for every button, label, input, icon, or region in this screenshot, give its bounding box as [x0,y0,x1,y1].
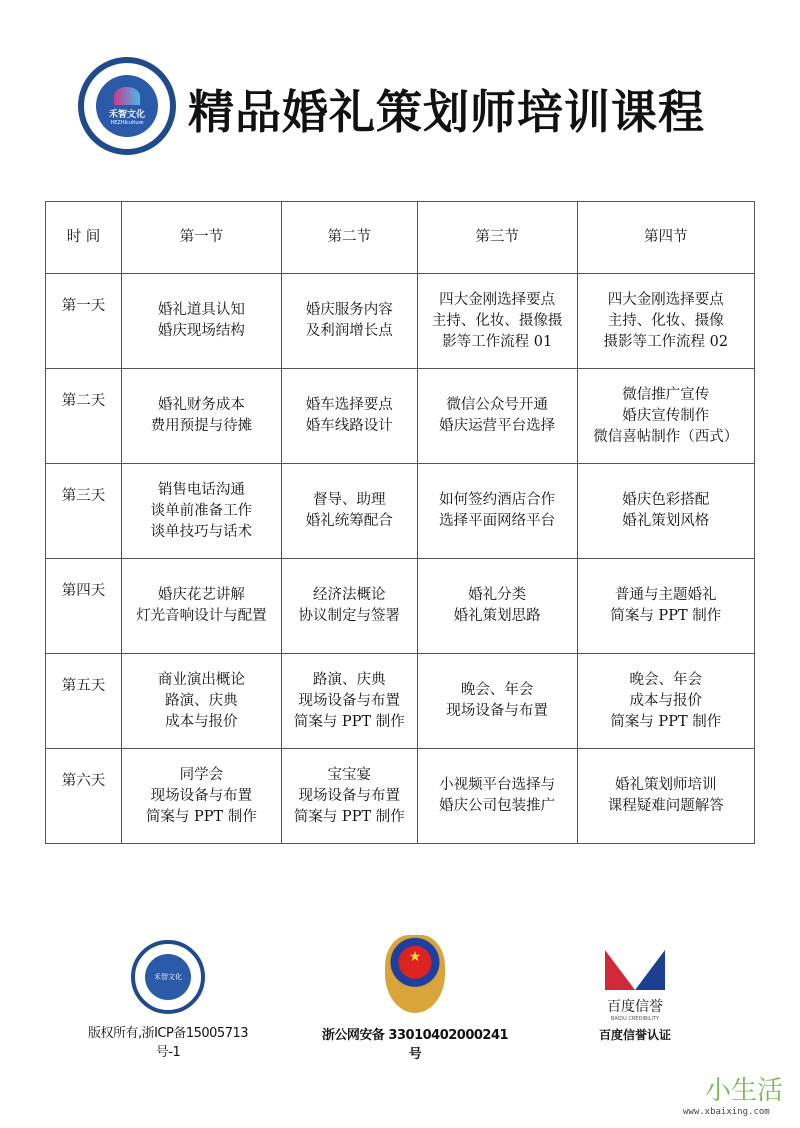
session-cell [281,464,417,559]
session-cell [281,274,417,369]
session-line: 微信推广宣传 [622,386,710,403]
footer-copyright: 禾智文化 版权所有,浙ICP备15005713号-1 [78,940,258,1060]
session-cell [122,749,282,844]
session-cell [577,749,754,844]
session-line: 谈单技巧与话术 [150,523,253,540]
session-line: 成本与报价 [629,692,703,709]
page-title: 精品婚礼策划师培训课程 [188,85,705,139]
session-cell [417,654,577,749]
session-line: 晚会、年会 [629,671,703,688]
session-line: 婚礼策划师培训 [615,777,717,793]
watermark: 小生活 www.xbaixing.com [683,1076,784,1117]
session-line: 婚礼统筹配合 [305,513,393,529]
session-cell [122,464,282,559]
session-line: 现场设备与布置 [150,787,253,804]
baidu-v-logo-icon [605,950,665,990]
table-row [46,274,755,369]
day-cell: 第六天 [46,749,122,844]
day-cell: 第二天 [46,369,122,464]
column-header: 第一节 [122,202,282,274]
session-cell [281,559,417,654]
session-cell [577,369,754,464]
session-cell [122,274,282,369]
session-line: 婚庆公司包装推广 [439,798,556,814]
session-line: 微信喜帖制作（西式） [593,428,739,445]
session-line: 婚庆花艺讲解 [157,587,245,603]
company-logo-small: 禾智文化 [131,940,205,1014]
session-line: 同学会 [179,766,224,783]
session-line: 摄影等工作流程 02 [603,333,729,350]
session-cell [281,369,417,464]
session-line: 成本与报价 [165,713,238,730]
session-line: 婚庆运营平台选择 [439,418,556,434]
session-line: 路演、庆典 [313,671,386,688]
session-line: 婚庆现场结构 [157,323,245,339]
session-line: 路演、庆典 [165,692,238,709]
session-line: 如何签约酒店合作 [439,492,556,508]
session-line: 现场设备与布置 [298,692,401,709]
session-line: 费用预提与待摊 [150,418,253,434]
session-line: 简案与 PPT 制作 [293,713,405,730]
session-cell [577,274,754,369]
footer-baidu: 百度信誉 BAIDU CREDIBILITY 百度信誉认证 [590,950,680,1043]
session-line: 婚礼策划风格 [622,513,710,529]
session-line: 现场设备与布置 [298,787,401,804]
session-line: 婚庆色彩搭配 [622,492,710,508]
session-cell [281,749,417,844]
day-cell: 第五天 [46,654,122,749]
session-line: 婚庆服务内容 [305,302,393,318]
session-line: 销售电话沟通 [157,481,245,498]
session-line: 主持、化妆、摄像 [607,312,724,329]
session-line: 经济法概论 [313,587,386,603]
session-line: 婚车选择要点 [305,397,393,413]
footer-police: ★ 浙公网安备 33010402000241号 [320,935,510,1062]
session-cell [577,654,754,749]
session-cell [577,464,754,559]
day-cell: 第四天 [46,559,122,654]
table-row [46,369,755,464]
session-line: 简案与 PPT 制作 [610,713,722,730]
session-line: 微信公众号开通 [446,397,548,413]
company-logo: 禾智文化 HEZHIculture [78,57,176,155]
column-header: 第四节 [577,202,754,274]
session-line: 婚庆宣传制作 [622,407,710,424]
session-line: 婚礼策划思路 [453,608,541,624]
session-line: 及利润增长点 [305,323,393,339]
session-line: 选择平面网络平台 [439,513,556,529]
column-header: 第二节 [281,202,417,274]
header-row [46,202,755,274]
session-line: 宝宝宴 [327,766,372,783]
session-cell [417,274,577,369]
day-cell: 第一天 [46,274,122,369]
session-line: 婚礼分类 [468,587,527,603]
day-cell: 第三天 [46,464,122,559]
session-line: 现场设备与布置 [446,703,548,719]
session-line: 协议制定与签署 [298,608,401,624]
session-line: 普通与主题婚礼 [615,587,717,603]
table-row [46,464,755,559]
session-cell [122,654,282,749]
police-badge-icon: ★ [385,935,445,1013]
session-line: 谈单前准备工作 [150,502,253,519]
session-cell [122,369,282,464]
table-row [46,749,755,844]
column-header: 第三节 [417,202,577,274]
session-line: 主持、化妆、摄像摄 [431,312,563,329]
table-row [46,559,755,654]
session-line: 婚车线路设计 [305,418,393,434]
session-line: 督导、助理 [313,492,386,508]
session-cell [122,559,282,654]
session-line: 简案与 PPT 制作 [610,608,722,624]
session-line: 灯光音响设计与配置 [136,608,267,624]
session-line: 四大金刚选择要点 [439,291,556,308]
session-cell [577,559,754,654]
session-line: 影等工作流程 01 [442,333,553,350]
session-line: 简案与 PPT 制作 [145,808,257,825]
session-cell [417,749,577,844]
session-cell [417,559,577,654]
session-line: 婚礼财务成本 [157,397,245,413]
session-line: 商业演出概论 [157,671,245,688]
session-line: 四大金刚选择要点 [607,291,724,308]
column-header: 时 间 [46,202,122,274]
session-line: 婚礼道具认知 [157,302,245,318]
session-line: 晚会、年会 [460,682,534,698]
table-row [46,654,755,749]
course-schedule-table [45,201,755,844]
session-line: 课程疑难问题解答 [607,798,724,814]
session-cell [417,369,577,464]
session-cell [417,464,577,559]
session-cell [281,654,417,749]
session-line: 小视频平台选择与 [439,777,556,793]
session-line: 简案与 PPT 制作 [293,808,405,825]
